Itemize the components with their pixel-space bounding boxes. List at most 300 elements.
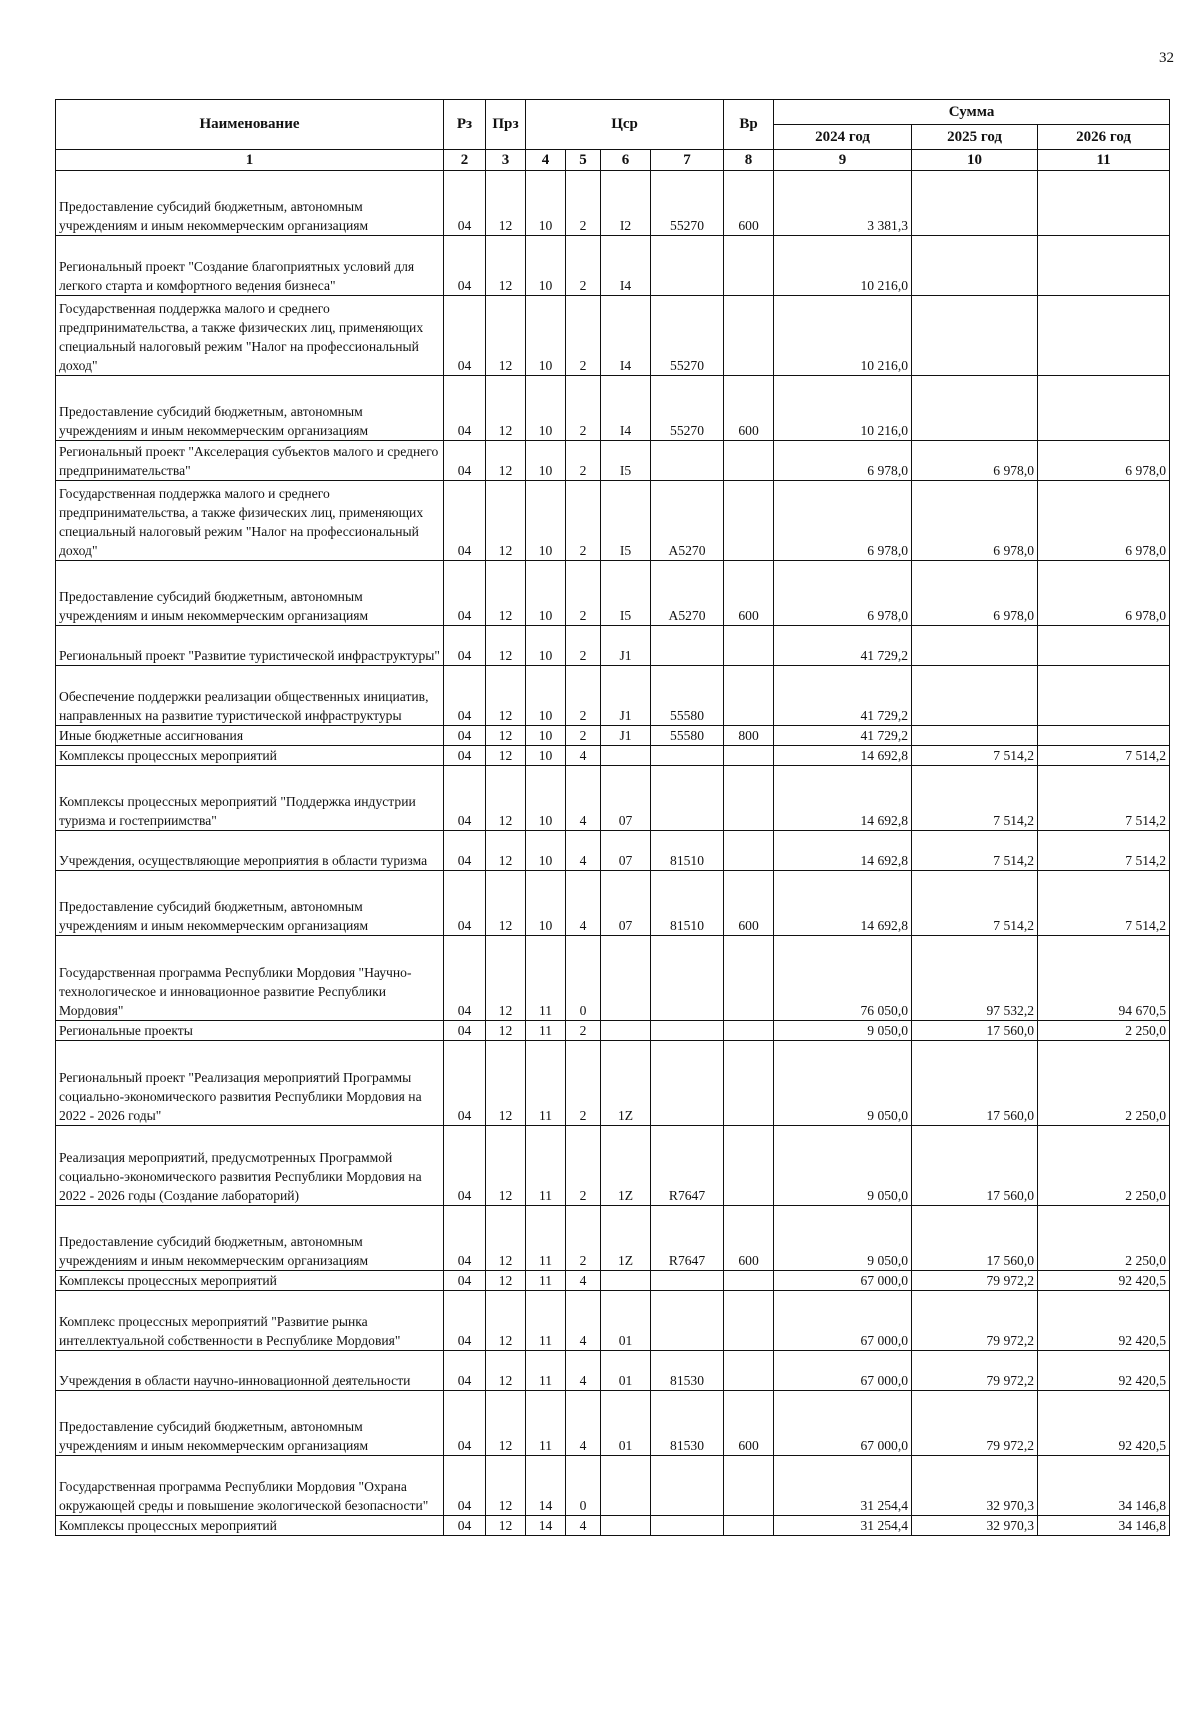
row-rz: 04 — [444, 766, 486, 831]
row-tsr-program: 10 — [526, 171, 566, 236]
row-tsr-type: 0 — [566, 936, 601, 1021]
col-header-prz: Прз — [486, 100, 526, 150]
table-row — [56, 1271, 1170, 1291]
row-sum-2024: 31 254,4 — [774, 1456, 912, 1516]
row-vr — [724, 1351, 774, 1391]
row-sum-2024: 9 050,0 — [774, 1206, 912, 1271]
row-vr — [724, 1291, 774, 1351]
budget-table — [55, 99, 1170, 1536]
row-tsr-group: J1 — [601, 626, 651, 666]
row-prz: 12 — [486, 626, 526, 666]
row-sum-2025: 17 560,0 — [912, 1021, 1038, 1041]
row-tsr-direction — [651, 441, 724, 481]
row-tsr-direction: A5270 — [651, 481, 724, 561]
row-sum-2026: 34 146,8 — [1038, 1516, 1170, 1536]
row-tsr-direction — [651, 1021, 724, 1041]
row-name: Иные бюджетные ассигнования — [56, 726, 444, 746]
table-row — [56, 1516, 1170, 1536]
table-row — [56, 831, 1170, 871]
row-tsr-direction — [651, 746, 724, 766]
row-name: Учреждения в области научно-инновационной деятельности — [56, 1351, 444, 1391]
row-tsr-group: I4 — [601, 236, 651, 296]
row-rz: 04 — [444, 1391, 486, 1456]
row-tsr-direction: R7647 — [651, 1206, 724, 1271]
row-sum-2026: 2 250,0 — [1038, 1126, 1170, 1206]
table-row — [56, 871, 1170, 936]
row-prz: 12 — [486, 1206, 526, 1271]
row-sum-2025: 79 972,2 — [912, 1291, 1038, 1351]
row-sum-2026: 7 514,2 — [1038, 746, 1170, 766]
row-name: Предоставление субсидий бюджетным, автономным учреждениям и иным некоммерческим организациям — [56, 871, 444, 936]
row-sum-2025 — [912, 626, 1038, 666]
row-rz: 04 — [444, 1206, 486, 1271]
row-tsr-type: 2 — [566, 726, 601, 746]
row-tsr-group: I4 — [601, 376, 651, 441]
row-rz: 04 — [444, 1351, 486, 1391]
col-header-name: Наименование — [56, 100, 444, 150]
row-sum-2024: 9 050,0 — [774, 1041, 912, 1126]
row-sum-2025 — [912, 296, 1038, 376]
row-prz: 12 — [486, 236, 526, 296]
col-number: 11 — [1038, 150, 1170, 171]
row-tsr-program: 10 — [526, 871, 566, 936]
row-tsr-program: 10 — [526, 441, 566, 481]
row-sum-2024: 10 216,0 — [774, 296, 912, 376]
row-tsr-direction: 55580 — [651, 726, 724, 746]
row-name: Реализация мероприятий, предусмотренных Программой социально-экономического развития Республики Мордовия на 2022 - 2026 годы (Создание лабораторий) — [56, 1126, 444, 1206]
table-row — [56, 936, 1170, 1021]
row-tsr-program: 11 — [526, 1291, 566, 1351]
col-header-2026: 2026 год — [1038, 125, 1170, 150]
row-tsr-group: 07 — [601, 831, 651, 871]
row-tsr-direction — [651, 1456, 724, 1516]
row-sum-2024: 10 216,0 — [774, 236, 912, 296]
row-sum-2024: 9 050,0 — [774, 1021, 912, 1041]
row-tsr-group: I4 — [601, 296, 651, 376]
row-vr — [724, 236, 774, 296]
col-header-sum: Сумма — [774, 100, 1170, 125]
row-name: Региональный проект "Развитие туристической инфраструктуры" — [56, 626, 444, 666]
row-tsr-type: 4 — [566, 1291, 601, 1351]
row-sum-2025 — [912, 376, 1038, 441]
row-tsr-program: 10 — [526, 831, 566, 871]
row-prz: 12 — [486, 561, 526, 626]
row-prz: 12 — [486, 1126, 526, 1206]
row-vr — [724, 441, 774, 481]
row-rz: 04 — [444, 936, 486, 1021]
row-tsr-type: 2 — [566, 1041, 601, 1126]
row-rz: 04 — [444, 441, 486, 481]
row-tsr-group: 07 — [601, 871, 651, 936]
row-sum-2025: 79 972,2 — [912, 1351, 1038, 1391]
row-sum-2024: 41 729,2 — [774, 726, 912, 746]
row-sum-2024: 67 000,0 — [774, 1351, 912, 1391]
col-number: 3 — [486, 150, 526, 171]
row-sum-2026: 34 146,8 — [1038, 1456, 1170, 1516]
row-tsr-group — [601, 1271, 651, 1291]
row-tsr-group — [601, 1456, 651, 1516]
row-tsr-type: 4 — [566, 1351, 601, 1391]
row-sum-2026: 7 514,2 — [1038, 871, 1170, 936]
row-prz: 12 — [486, 1516, 526, 1536]
table-row — [56, 481, 1170, 561]
row-prz: 12 — [486, 1456, 526, 1516]
row-vr — [724, 1456, 774, 1516]
row-sum-2026: 7 514,2 — [1038, 831, 1170, 871]
column-number-row — [56, 150, 1170, 171]
row-tsr-group: I5 — [601, 481, 651, 561]
row-tsr-group: I5 — [601, 441, 651, 481]
row-sum-2024: 6 978,0 — [774, 481, 912, 561]
table-row — [56, 1206, 1170, 1271]
table-row — [56, 666, 1170, 726]
row-sum-2026: 2 250,0 — [1038, 1021, 1170, 1041]
row-tsr-direction — [651, 236, 724, 296]
row-tsr-type: 2 — [566, 296, 601, 376]
row-sum-2025 — [912, 171, 1038, 236]
row-tsr-direction — [651, 626, 724, 666]
table-body — [56, 171, 1170, 1536]
row-sum-2024: 14 692,8 — [774, 766, 912, 831]
row-rz: 04 — [444, 1291, 486, 1351]
row-tsr-program: 11 — [526, 1271, 566, 1291]
row-tsr-program: 10 — [526, 376, 566, 441]
row-sum-2026 — [1038, 666, 1170, 726]
row-prz: 12 — [486, 481, 526, 561]
row-tsr-group — [601, 1516, 651, 1536]
row-tsr-program: 11 — [526, 1021, 566, 1041]
row-sum-2025: 6 978,0 — [912, 561, 1038, 626]
row-prz: 12 — [486, 1021, 526, 1041]
row-name: Комплексы процессных мероприятий — [56, 1516, 444, 1536]
row-vr: 600 — [724, 376, 774, 441]
row-sum-2025: 32 970,3 — [912, 1516, 1038, 1536]
row-tsr-type: 2 — [566, 236, 601, 296]
row-tsr-program: 11 — [526, 1126, 566, 1206]
row-vr — [724, 1021, 774, 1041]
row-sum-2024: 14 692,8 — [774, 746, 912, 766]
row-name: Предоставление субсидий бюджетным, автономным учреждениям и иным некоммерческим организациям — [56, 1206, 444, 1271]
row-tsr-type: 4 — [566, 766, 601, 831]
table-row — [56, 236, 1170, 296]
row-tsr-type: 2 — [566, 1021, 601, 1041]
row-vr — [724, 481, 774, 561]
row-tsr-type: 4 — [566, 831, 601, 871]
row-rz: 04 — [444, 831, 486, 871]
row-tsr-direction: 55270 — [651, 171, 724, 236]
col-number: 5 — [566, 150, 601, 171]
row-tsr-group: 1Z — [601, 1126, 651, 1206]
row-tsr-program: 11 — [526, 1206, 566, 1271]
row-prz: 12 — [486, 441, 526, 481]
row-sum-2024: 67 000,0 — [774, 1271, 912, 1291]
row-sum-2024: 67 000,0 — [774, 1291, 912, 1351]
table-row — [56, 561, 1170, 626]
row-sum-2025 — [912, 726, 1038, 746]
row-tsr-program: 10 — [526, 561, 566, 626]
row-prz: 12 — [486, 1351, 526, 1391]
col-number: 2 — [444, 150, 486, 171]
row-sum-2026 — [1038, 171, 1170, 236]
row-tsr-type: 2 — [566, 1206, 601, 1271]
row-tsr-type: 4 — [566, 871, 601, 936]
row-rz: 04 — [444, 236, 486, 296]
row-name: Учреждения, осуществляющие мероприятия в области туризма — [56, 831, 444, 871]
row-prz: 12 — [486, 766, 526, 831]
row-vr — [724, 766, 774, 831]
row-vr: 600 — [724, 871, 774, 936]
col-header-2025: 2025 год — [912, 125, 1038, 150]
col-header-vr: Вр — [724, 100, 774, 150]
row-sum-2024: 31 254,4 — [774, 1516, 912, 1536]
row-vr — [724, 1041, 774, 1126]
row-tsr-direction: R7647 — [651, 1126, 724, 1206]
row-rz: 04 — [444, 726, 486, 746]
row-tsr-group: I2 — [601, 171, 651, 236]
row-prz: 12 — [486, 746, 526, 766]
row-tsr-group: 01 — [601, 1351, 651, 1391]
table-row — [56, 1391, 1170, 1456]
row-sum-2026: 2 250,0 — [1038, 1206, 1170, 1271]
row-name: Региональный проект "Акселерация субъектов малого и среднего предпринимательства" — [56, 441, 444, 481]
row-sum-2024: 41 729,2 — [774, 626, 912, 666]
row-sum-2024: 3 381,3 — [774, 171, 912, 236]
row-sum-2026: 2 250,0 — [1038, 1041, 1170, 1126]
row-sum-2025: 7 514,2 — [912, 766, 1038, 831]
row-tsr-group: 1Z — [601, 1206, 651, 1271]
row-sum-2026: 7 514,2 — [1038, 766, 1170, 831]
row-vr — [724, 666, 774, 726]
row-tsr-direction: A5270 — [651, 561, 724, 626]
row-rz: 04 — [444, 1126, 486, 1206]
row-tsr-type: 2 — [566, 626, 601, 666]
row-vr — [724, 626, 774, 666]
row-name: Обеспечение поддержки реализации общественных инициатив, направленных на развитие туристической инфраструктуры — [56, 666, 444, 726]
row-name: Государственная поддержка малого и среднего предпринимательства, а также физических лиц, применяющих специальный налоговый режим "Налог на профессиональный доход" — [56, 296, 444, 376]
col-number: 10 — [912, 150, 1038, 171]
table-row — [56, 171, 1170, 236]
row-sum-2026: 94 670,5 — [1038, 936, 1170, 1021]
row-sum-2026: 92 420,5 — [1038, 1291, 1170, 1351]
row-sum-2026 — [1038, 376, 1170, 441]
row-tsr-group: 01 — [601, 1291, 651, 1351]
row-tsr-program: 10 — [526, 726, 566, 746]
row-rz: 04 — [444, 481, 486, 561]
row-sum-2025: 97 532,2 — [912, 936, 1038, 1021]
row-rz: 04 — [444, 376, 486, 441]
row-tsr-direction — [651, 1516, 724, 1536]
row-prz: 12 — [486, 726, 526, 746]
row-sum-2025: 17 560,0 — [912, 1126, 1038, 1206]
table-row — [56, 1351, 1170, 1391]
row-prz: 12 — [486, 666, 526, 726]
row-rz: 04 — [444, 296, 486, 376]
row-rz: 04 — [444, 666, 486, 726]
row-tsr-type: 2 — [566, 666, 601, 726]
row-tsr-program: 11 — [526, 936, 566, 1021]
row-sum-2024: 76 050,0 — [774, 936, 912, 1021]
col-number: 9 — [774, 150, 912, 171]
row-tsr-group: 1Z — [601, 1041, 651, 1126]
row-prz: 12 — [486, 171, 526, 236]
row-rz: 04 — [444, 871, 486, 936]
row-tsr-program: 10 — [526, 746, 566, 766]
row-tsr-group: I5 — [601, 561, 651, 626]
row-prz: 12 — [486, 936, 526, 1021]
row-vr: 600 — [724, 561, 774, 626]
row-tsr-program: 14 — [526, 1516, 566, 1536]
row-sum-2026: 92 420,5 — [1038, 1351, 1170, 1391]
row-sum-2026: 6 978,0 — [1038, 441, 1170, 481]
row-vr — [724, 1271, 774, 1291]
row-sum-2025: 17 560,0 — [912, 1206, 1038, 1271]
table-row — [56, 746, 1170, 766]
table-row — [56, 296, 1170, 376]
row-tsr-group: J1 — [601, 666, 651, 726]
row-rz: 04 — [444, 1271, 486, 1291]
row-sum-2024: 14 692,8 — [774, 831, 912, 871]
row-vr — [724, 746, 774, 766]
row-tsr-program: 11 — [526, 1041, 566, 1126]
row-name: Комплексы процессных мероприятий — [56, 1271, 444, 1291]
row-tsr-group: J1 — [601, 726, 651, 746]
row-rz: 04 — [444, 1516, 486, 1536]
row-sum-2024: 41 729,2 — [774, 666, 912, 726]
row-tsr-program: 10 — [526, 666, 566, 726]
row-sum-2024: 6 978,0 — [774, 561, 912, 626]
row-rz: 04 — [444, 1456, 486, 1516]
row-tsr-direction — [651, 1041, 724, 1126]
row-sum-2024: 9 050,0 — [774, 1126, 912, 1206]
row-tsr-group — [601, 936, 651, 1021]
row-vr — [724, 1126, 774, 1206]
row-tsr-type: 4 — [566, 746, 601, 766]
row-tsr-group — [601, 746, 651, 766]
row-tsr-program: 14 — [526, 1456, 566, 1516]
row-rz: 04 — [444, 171, 486, 236]
row-prz: 12 — [486, 1291, 526, 1351]
row-tsr-group: 01 — [601, 1391, 651, 1456]
row-name: Государственная программа Республики Мордовия "Научно-технологическое и инновационное развитие Республики Мордовия" — [56, 936, 444, 1021]
col-header-tsr: Цср — [526, 100, 724, 150]
row-tsr-type: 2 — [566, 441, 601, 481]
row-prz: 12 — [486, 871, 526, 936]
row-name: Комплексы процессных мероприятий "Поддержка индустрии туризма и гостеприимства" — [56, 766, 444, 831]
row-tsr-type: 4 — [566, 1271, 601, 1291]
row-tsr-direction: 55580 — [651, 666, 724, 726]
row-sum-2025: 6 978,0 — [912, 441, 1038, 481]
row-vr: 600 — [724, 1206, 774, 1271]
table-row — [56, 1021, 1170, 1041]
row-name: Предоставление субсидий бюджетным, автономным учреждениям и иным некоммерческим организациям — [56, 1391, 444, 1456]
row-tsr-program: 10 — [526, 766, 566, 831]
row-sum-2026: 92 420,5 — [1038, 1391, 1170, 1456]
row-tsr-direction — [651, 1291, 724, 1351]
row-name: Региональный проект "Реализация мероприятий Программы социально-экономического развития Республики Мордовия на 2022 - 2026 годы" — [56, 1041, 444, 1126]
row-prz: 12 — [486, 1391, 526, 1456]
row-prz: 12 — [486, 1041, 526, 1126]
row-sum-2025: 79 972,2 — [912, 1391, 1038, 1456]
row-sum-2026 — [1038, 296, 1170, 376]
row-tsr-program: 10 — [526, 236, 566, 296]
row-sum-2025: 7 514,2 — [912, 871, 1038, 936]
col-header-2024: 2024 год — [774, 125, 912, 150]
row-sum-2024: 67 000,0 — [774, 1391, 912, 1456]
col-number: 8 — [724, 150, 774, 171]
row-sum-2026: 6 978,0 — [1038, 481, 1170, 561]
table-row — [56, 376, 1170, 441]
table-row — [56, 626, 1170, 666]
row-sum-2025: 7 514,2 — [912, 831, 1038, 871]
col-number: 6 — [601, 150, 651, 171]
row-tsr-type: 2 — [566, 1126, 601, 1206]
col-number: 1 — [56, 150, 444, 171]
row-name: Предоставление субсидий бюджетным, автономным учреждениям и иным некоммерческим организациям — [56, 171, 444, 236]
row-tsr-type: 0 — [566, 1456, 601, 1516]
row-tsr-direction: 55270 — [651, 376, 724, 441]
row-prz: 12 — [486, 376, 526, 441]
row-sum-2025: 6 978,0 — [912, 481, 1038, 561]
row-vr: 600 — [724, 171, 774, 236]
row-tsr-program: 10 — [526, 481, 566, 561]
page-number: 32 — [1159, 50, 1174, 66]
row-tsr-type: 2 — [566, 561, 601, 626]
row-tsr-type: 2 — [566, 481, 601, 561]
row-name: Региональный проект "Создание благоприятных условий для легкого старта и комфортного ведения бизнеса" — [56, 236, 444, 296]
row-tsr-program: 11 — [526, 1351, 566, 1391]
table-row — [56, 1456, 1170, 1516]
row-sum-2024: 14 692,8 — [774, 871, 912, 936]
row-sum-2025: 79 972,2 — [912, 1271, 1038, 1291]
row-tsr-group: 07 — [601, 766, 651, 831]
row-sum-2026 — [1038, 626, 1170, 666]
row-tsr-type: 2 — [566, 376, 601, 441]
row-prz: 12 — [486, 831, 526, 871]
row-sum-2024: 10 216,0 — [774, 376, 912, 441]
row-prz: 12 — [486, 296, 526, 376]
row-sum-2026: 6 978,0 — [1038, 561, 1170, 626]
row-sum-2025 — [912, 236, 1038, 296]
row-name: Государственная поддержка малого и среднего предпринимательства, а также физических лиц, применяющих специальный налоговый режим "Налог на профессиональный доход" — [56, 481, 444, 561]
row-sum-2026 — [1038, 236, 1170, 296]
table-row — [56, 726, 1170, 746]
row-name: Региональные проекты — [56, 1021, 444, 1041]
col-number: 7 — [651, 150, 724, 171]
row-tsr-type: 4 — [566, 1391, 601, 1456]
row-name: Государственная программа Республики Мордовия "Охрана окружающей среды и повышение экологической безопасности" — [56, 1456, 444, 1516]
row-sum-2025 — [912, 666, 1038, 726]
row-tsr-group — [601, 1021, 651, 1041]
row-tsr-type: 4 — [566, 1516, 601, 1536]
table-row — [56, 1126, 1170, 1206]
row-rz: 04 — [444, 1041, 486, 1126]
row-sum-2025: 17 560,0 — [912, 1041, 1038, 1126]
row-sum-2025: 7 514,2 — [912, 746, 1038, 766]
row-rz: 04 — [444, 626, 486, 666]
row-rz: 04 — [444, 561, 486, 626]
table-row — [56, 1291, 1170, 1351]
row-vr — [724, 1516, 774, 1536]
table-row — [56, 1041, 1170, 1126]
row-vr: 800 — [724, 726, 774, 746]
col-header-rz: Рз — [444, 100, 486, 150]
row-sum-2026 — [1038, 726, 1170, 746]
row-rz: 04 — [444, 746, 486, 766]
row-sum-2024: 6 978,0 — [774, 441, 912, 481]
row-name: Предоставление субсидий бюджетным, автономным учреждениям и иным некоммерческим организациям — [56, 376, 444, 441]
row-name: Предоставление субсидий бюджетным, автономным учреждениям и иным некоммерческим организациям — [56, 561, 444, 626]
table-row — [56, 441, 1170, 481]
